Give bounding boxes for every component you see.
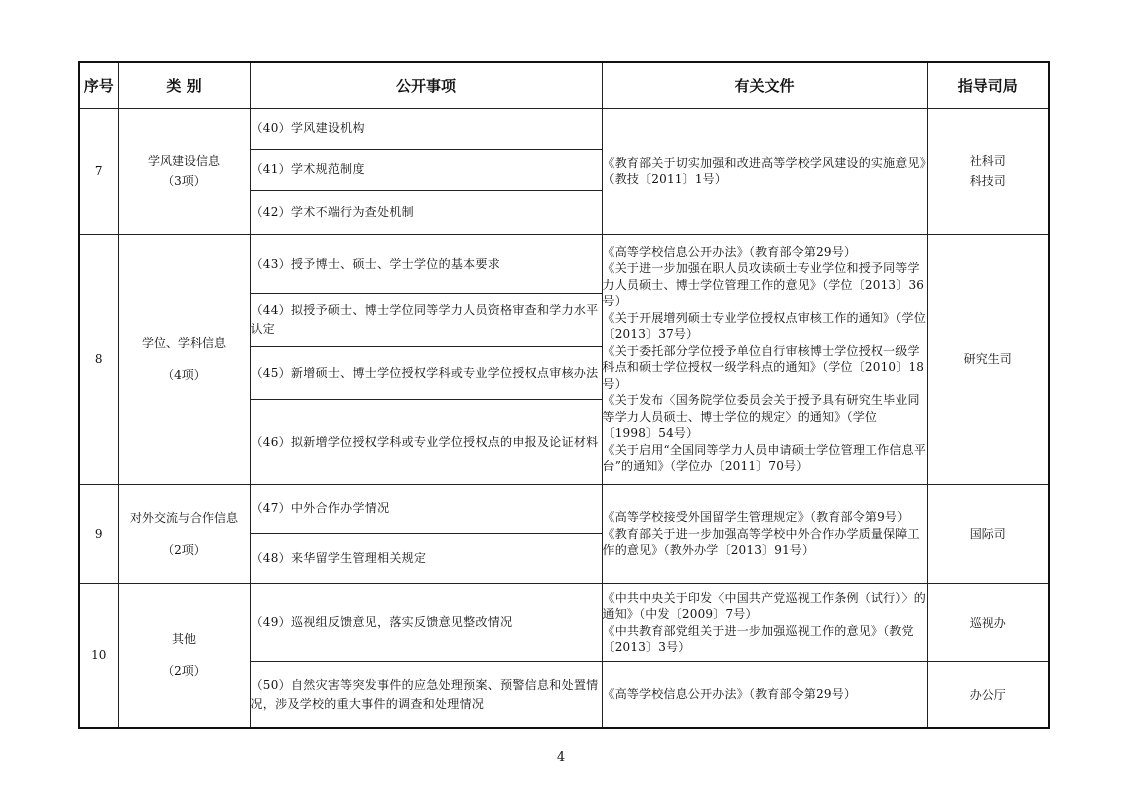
docs-cell (602, 662, 927, 728)
dept-cell (927, 484, 1049, 583)
row-category (118, 484, 250, 583)
doc-entry: 《教育部关于进一步加强高等学校中外合作办学质量保障工作的意见》（教外办学〔2013〕91号） (602, 526, 920, 558)
doc-entry: 《教育部关于切实加强和改进高等学校学风建设的实施意见》（教技〔2011〕1号） (602, 155, 926, 187)
row-seq: 8 (79, 234, 118, 484)
table-row (79, 108, 1049, 149)
row-seq: 7 (79, 108, 118, 234)
row-seq: 10 (79, 583, 118, 728)
table-row (79, 234, 1049, 293)
doc-entry: 《关于委托部分学位授予单位自行审核博士学位授权一级学科点和硕士学位授权一级学科点的通知》（学位〔2010〕18号） (602, 343, 925, 391)
header-seq: 序号 (79, 62, 118, 108)
doc-entry: 《中共教育部党组关于进一步加强巡视工作的意见》（教党〔2013〕3号） (602, 623, 914, 655)
row-category (118, 234, 250, 484)
header-item: 公开事项 (250, 62, 602, 108)
dept-name: 办公厅 (969, 687, 1006, 702)
category-name: 学风建设信息 (147, 154, 220, 169)
dept-name: 巡视办 (969, 615, 1006, 630)
header-category: 类 别 (118, 62, 250, 108)
docs-cell (602, 108, 927, 234)
dept-name: 研究生司 (963, 352, 1012, 367)
dept-name: 科技司 (969, 174, 1006, 189)
row-seq: 9 (79, 484, 118, 583)
doc-entry: 《中共中央关于印发〈中国共产党巡视工作条例（试行）〉的通知》（中发〔2009〕7号） (602, 590, 926, 622)
header-docs: 有关文件 (602, 62, 927, 108)
doc-entry: 《关于启用“全国同等学力人员申请硕士学位管理工作信息平台”的通知》（学位办〔2011〕70号） (602, 442, 927, 474)
item-cell: （45）新增硕士、博士学位授权学科或专业学位授权点审核办法 (250, 347, 602, 400)
category-count: （4项） (162, 368, 206, 383)
table-row (79, 484, 1049, 533)
category-count: （2项） (162, 664, 206, 679)
doc-entry: 《高等学校接受外国留学生管理规定》（教育部令第9号） (602, 510, 910, 525)
dept-cell (927, 234, 1049, 484)
item-cell: （40）学风建设机构 (250, 108, 602, 149)
disclosure-table (78, 61, 1050, 729)
category-count: （2项） (162, 542, 206, 557)
item-cell: （43）授予博士、硕士、学士学位的基本要求 (250, 234, 602, 293)
dept-cell (927, 108, 1049, 234)
docs-cell (602, 234, 927, 484)
category-count: （3项） (162, 174, 206, 189)
item-cell: （42）学术不端行为查处机制 (250, 190, 602, 234)
item-cell: （50）自然灾害等突发事件的应急处理预案、预警信息和处置情况，涉及学校的重大事件的调查和处理情况 (250, 662, 602, 728)
row-category (118, 108, 250, 234)
dept-cell (927, 662, 1049, 728)
table-row (79, 583, 1049, 661)
item-cell: （47）中外合作办学情况 (250, 484, 602, 533)
header-dept: 指导司局 (927, 62, 1049, 108)
category-name: 对外交流与合作信息 (129, 510, 238, 525)
item-cell: （49）巡视组反馈意见，落实反馈意见整改情况 (250, 583, 602, 661)
page-number: 4 (556, 750, 566, 765)
doc-entry: 《关于开展增列硕士专业学位授权点审核工作的通知》（学位〔2013〕37号） (602, 310, 926, 342)
category-name: 学位、学科信息 (141, 336, 226, 351)
item-cell: （46）拟新增学位授权学科或专业学位授权点的申报及论证材料 (250, 400, 602, 484)
doc-entry: 《高等学校信息公开办法》（教育部令第29号） (602, 687, 857, 702)
doc-entry: 《高等学校信息公开办法》（教育部令第29号） (602, 244, 857, 259)
docs-cell (602, 583, 927, 661)
item-cell: （48）来华留学生管理相关规定 (250, 533, 602, 583)
dept-cell (927, 583, 1049, 661)
category-name: 其他 (171, 632, 196, 647)
row-category (118, 583, 250, 728)
dept-name: 社科司 (969, 154, 1006, 169)
doc-entry: 《关于进一步加强在职人员攻读硕士专业学位和授予同等学力人员硕士、博士学位管理工作的意见》（学位〔2013〕36号） (602, 261, 925, 309)
doc-entry: 《关于发布〈国务院学位委员会关于授予具有研究生毕业同等学力人员硕士、博士学位的规定〉的通知》（学位〔1998〕54号） (602, 393, 920, 441)
item-cell: （41）学术规范制度 (250, 149, 602, 190)
dept-name: 国际司 (969, 526, 1006, 541)
docs-cell (602, 484, 927, 583)
table-header-row (79, 62, 1049, 108)
item-cell: （44）拟授予硕士、博士学位同等学力人员资格审查和学力水平认定 (250, 294, 602, 347)
